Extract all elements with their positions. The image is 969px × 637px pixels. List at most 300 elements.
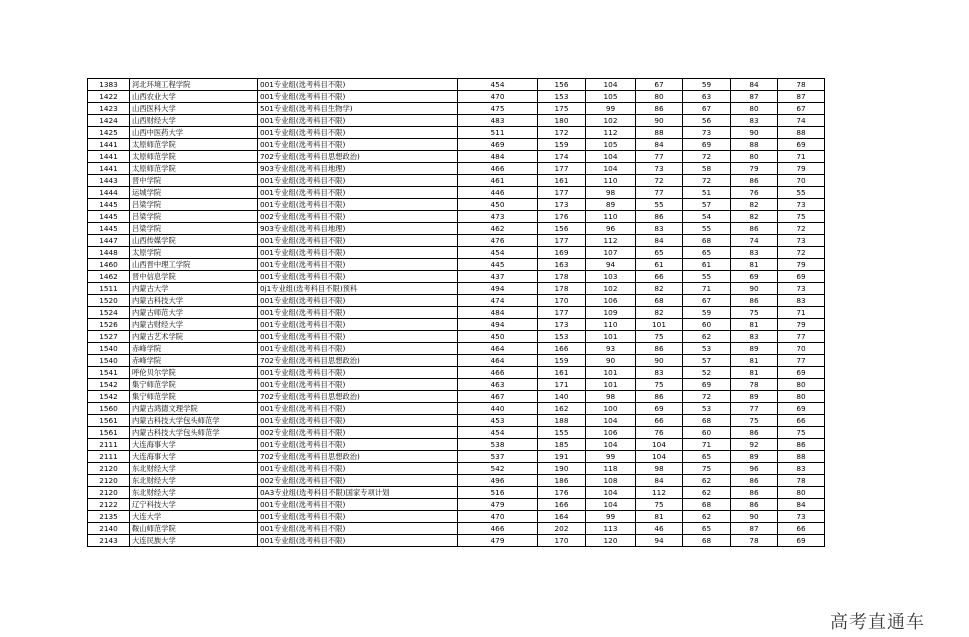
cell-score-col-2: 109 (586, 307, 636, 319)
cell-score-col-6: 70 (778, 175, 825, 187)
cell-major-group: 001专业组(选考科目不限) (258, 379, 458, 391)
cell-score-col-4: 52 (683, 367, 731, 379)
cell-score-col-3: 101 (636, 319, 683, 331)
cell-total-score: 466 (458, 367, 538, 379)
cell-score-col-1: 186 (538, 475, 586, 487)
cell-score-col-5: 86 (731, 175, 778, 187)
cell-school-code: 2122 (88, 499, 130, 511)
cell-major-group: 002专业组(选考科目不限) (258, 475, 458, 487)
cell-score-col-2: 106 (586, 427, 636, 439)
cell-score-col-2: 98 (586, 187, 636, 199)
cell-score-col-4: 65 (683, 451, 731, 463)
cell-score-col-3: 46 (636, 523, 683, 535)
cell-total-score: 542 (458, 463, 538, 475)
table-row (88, 211, 825, 223)
table-row (88, 247, 825, 259)
cell-major-group: 002专业组(选考科目不限) (258, 427, 458, 439)
cell-school-name: 吕梁学院 (130, 211, 258, 223)
cell-school-code: 2135 (88, 511, 130, 523)
cell-score-col-5: 84 (731, 79, 778, 91)
cell-score-col-1: 191 (538, 451, 586, 463)
cell-school-name: 内蒙古财经大学 (130, 319, 258, 331)
table-row (88, 523, 825, 535)
cell-school-name: 山西传媒学院 (130, 235, 258, 247)
cell-score-col-2: 113 (586, 523, 636, 535)
cell-score-col-1: 159 (538, 139, 586, 151)
cell-score-col-3: 61 (636, 259, 683, 271)
cell-score-col-2: 112 (586, 127, 636, 139)
cell-major-group: 001专业组(选考科目不限) (258, 247, 458, 259)
cell-total-score: 475 (458, 103, 538, 115)
cell-major-group: 001专业组(选考科目不限) (258, 187, 458, 199)
table-row (88, 487, 825, 499)
cell-score-col-2: 105 (586, 91, 636, 103)
cell-total-score: 484 (458, 151, 538, 163)
cell-school-code: 1462 (88, 271, 130, 283)
cell-total-score: 461 (458, 175, 538, 187)
cell-score-col-5: 86 (731, 487, 778, 499)
cell-score-col-6: 66 (778, 415, 825, 427)
cell-score-col-6: 73 (778, 235, 825, 247)
cell-score-col-4: 73 (683, 127, 731, 139)
cell-school-name: 山西农业大学 (130, 91, 258, 103)
cell-major-group: 001专业组(选考科目不限) (258, 91, 458, 103)
cell-school-name: 内蒙古科技大学包头师范学 (130, 415, 258, 427)
cell-school-code: 2143 (88, 535, 130, 547)
cell-school-code: 1448 (88, 247, 130, 259)
cell-score-col-4: 72 (683, 151, 731, 163)
cell-score-col-1: 161 (538, 367, 586, 379)
cell-score-col-1: 170 (538, 535, 586, 547)
cell-score-col-5: 86 (731, 475, 778, 487)
cell-score-col-3: 75 (636, 379, 683, 391)
cell-school-name: 大连海事大学 (130, 439, 258, 451)
cell-major-group: 001专业组(选考科目不限) (258, 523, 458, 535)
cell-school-code: 2111 (88, 451, 130, 463)
cell-score-col-1: 175 (538, 103, 586, 115)
cell-score-col-6: 78 (778, 475, 825, 487)
cell-total-score: 470 (458, 91, 538, 103)
cell-score-col-1: 177 (538, 187, 586, 199)
cell-score-col-6: 71 (778, 307, 825, 319)
cell-school-code: 2140 (88, 523, 130, 535)
cell-score-col-5: 86 (731, 223, 778, 235)
cell-major-group: 001专业组(选考科目不限) (258, 127, 458, 139)
cell-score-col-5: 89 (731, 451, 778, 463)
cell-score-col-6: 69 (778, 403, 825, 415)
cell-score-col-1: 166 (538, 499, 586, 511)
table-row (88, 343, 825, 355)
cell-score-col-4: 56 (683, 115, 731, 127)
cell-major-group: 501专业组(选考科目生物学) (258, 103, 458, 115)
cell-total-score: 494 (458, 319, 538, 331)
cell-total-score: 469 (458, 139, 538, 151)
cell-school-code: 1444 (88, 187, 130, 199)
cell-score-col-6: 84 (778, 499, 825, 511)
cell-major-group: 001专业组(选考科目不限) (258, 535, 458, 547)
table-row (88, 271, 825, 283)
cell-major-group: 001专业组(选考科目不限) (258, 295, 458, 307)
cell-score-col-2: 110 (586, 211, 636, 223)
cell-score-col-1: 164 (538, 511, 586, 523)
cell-score-col-1: 140 (538, 391, 586, 403)
cell-school-code: 1541 (88, 367, 130, 379)
cell-school-name: 内蒙古大学 (130, 283, 258, 295)
cell-score-col-3: 86 (636, 103, 683, 115)
cell-total-score: 464 (458, 355, 538, 367)
cell-school-name: 运城学院 (130, 187, 258, 199)
cell-score-col-1: 169 (538, 247, 586, 259)
cell-score-col-6: 73 (778, 283, 825, 295)
cell-school-name: 呼伦贝尔学院 (130, 367, 258, 379)
cell-school-name: 东北财经大学 (130, 463, 258, 475)
cell-score-col-5: 81 (731, 259, 778, 271)
cell-major-group: 702专业组(选考科目思想政治) (258, 355, 458, 367)
cell-school-code: 1542 (88, 391, 130, 403)
cell-score-col-6: 86 (778, 439, 825, 451)
cell-score-col-1: 156 (538, 79, 586, 91)
table-row (88, 319, 825, 331)
cell-school-code: 1443 (88, 175, 130, 187)
cell-score-col-4: 60 (683, 319, 731, 331)
table-row (88, 259, 825, 271)
cell-score-col-3: 66 (636, 415, 683, 427)
cell-score-col-2: 99 (586, 451, 636, 463)
cell-score-col-2: 104 (586, 439, 636, 451)
cell-score-col-5: 88 (731, 139, 778, 151)
cell-score-col-5: 83 (731, 115, 778, 127)
cell-score-col-1: 176 (538, 211, 586, 223)
cell-score-col-4: 69 (683, 139, 731, 151)
cell-score-col-5: 90 (731, 283, 778, 295)
cell-total-score: 511 (458, 127, 538, 139)
cell-total-score: 437 (458, 271, 538, 283)
table-row (88, 403, 825, 415)
cell-score-col-6: 72 (778, 223, 825, 235)
cell-score-col-6: 83 (778, 295, 825, 307)
cell-score-col-3: 66 (636, 271, 683, 283)
cell-score-col-2: 104 (586, 499, 636, 511)
table-row (88, 511, 825, 523)
table-row (88, 535, 825, 547)
cell-score-col-3: 80 (636, 91, 683, 103)
cell-score-col-2: 106 (586, 295, 636, 307)
cell-score-col-6: 66 (778, 523, 825, 535)
cell-score-col-1: 180 (538, 115, 586, 127)
cell-score-col-5: 69 (731, 271, 778, 283)
cell-school-name: 大连海事大学 (130, 451, 258, 463)
cell-score-col-5: 86 (731, 427, 778, 439)
table-row (88, 175, 825, 187)
cell-score-col-3: 69 (636, 403, 683, 415)
cell-score-col-6: 75 (778, 211, 825, 223)
cell-school-name: 晋中信息学院 (130, 271, 258, 283)
cell-score-col-4: 55 (683, 271, 731, 283)
cell-score-col-2: 100 (586, 403, 636, 415)
cell-score-col-5: 89 (731, 343, 778, 355)
cell-total-score: 440 (458, 403, 538, 415)
cell-school-code: 1424 (88, 115, 130, 127)
cell-school-name: 山西医科大学 (130, 103, 258, 115)
cell-score-col-2: 101 (586, 367, 636, 379)
cell-score-col-1: 156 (538, 223, 586, 235)
cell-score-col-3: 90 (636, 115, 683, 127)
table-row (88, 355, 825, 367)
cell-score-col-3: 88 (636, 127, 683, 139)
cell-score-col-3: 112 (636, 487, 683, 499)
cell-score-col-2: 103 (586, 271, 636, 283)
cell-score-col-3: 86 (636, 211, 683, 223)
cell-score-col-1: 153 (538, 91, 586, 103)
cell-score-col-5: 83 (731, 331, 778, 343)
cell-score-col-6: 79 (778, 163, 825, 175)
cell-score-col-2: 108 (586, 475, 636, 487)
table-row (88, 307, 825, 319)
cell-school-name: 东北财经大学 (130, 487, 258, 499)
cell-score-col-5: 81 (731, 367, 778, 379)
cell-score-col-1: 177 (538, 307, 586, 319)
cell-score-col-4: 68 (683, 535, 731, 547)
cell-score-col-4: 65 (683, 247, 731, 259)
cell-total-score: 473 (458, 211, 538, 223)
cell-total-score: 453 (458, 415, 538, 427)
cell-score-col-2: 102 (586, 283, 636, 295)
cell-total-score: 470 (458, 511, 538, 523)
cell-major-group: 001专业组(选考科目不限) (258, 415, 458, 427)
cell-score-col-3: 104 (636, 439, 683, 451)
cell-score-col-3: 82 (636, 307, 683, 319)
cell-school-code: 2120 (88, 475, 130, 487)
cell-school-code: 1540 (88, 343, 130, 355)
cell-major-group: 702专业组(选考科目思想政治) (258, 151, 458, 163)
table-row (88, 427, 825, 439)
cell-score-col-4: 60 (683, 427, 731, 439)
cell-score-col-3: 68 (636, 295, 683, 307)
cell-score-col-1: 173 (538, 199, 586, 211)
cell-score-col-1: 177 (538, 163, 586, 175)
cell-score-col-5: 78 (731, 379, 778, 391)
cell-score-col-6: 87 (778, 91, 825, 103)
score-table (87, 78, 825, 547)
cell-total-score: 454 (458, 247, 538, 259)
cell-score-col-4: 67 (683, 103, 731, 115)
cell-score-col-6: 79 (778, 319, 825, 331)
cell-score-col-3: 75 (636, 499, 683, 511)
cell-score-col-6: 79 (778, 259, 825, 271)
cell-score-col-4: 57 (683, 199, 731, 211)
cell-major-group: 903专业组(选考科目地理) (258, 223, 458, 235)
cell-score-col-2: 110 (586, 319, 636, 331)
cell-total-score: 446 (458, 187, 538, 199)
cell-score-col-5: 76 (731, 187, 778, 199)
cell-score-col-3: 86 (636, 343, 683, 355)
cell-score-col-1: 188 (538, 415, 586, 427)
cell-total-score: 484 (458, 307, 538, 319)
cell-score-col-2: 102 (586, 115, 636, 127)
cell-score-col-1: 173 (538, 319, 586, 331)
cell-school-code: 1542 (88, 379, 130, 391)
cell-major-group: 001专业组(选考科目不限) (258, 499, 458, 511)
cell-total-score: 537 (458, 451, 538, 463)
cell-score-col-6: 67 (778, 103, 825, 115)
cell-score-col-6: 73 (778, 199, 825, 211)
cell-score-col-3: 104 (636, 451, 683, 463)
cell-school-code: 1441 (88, 163, 130, 175)
cell-school-name: 内蒙古科技大学包头师范学 (130, 427, 258, 439)
cell-score-col-2: 104 (586, 163, 636, 175)
cell-school-name: 河北环境工程学院 (130, 79, 258, 91)
cell-total-score: 479 (458, 499, 538, 511)
table-row (88, 463, 825, 475)
cell-score-col-3: 94 (636, 535, 683, 547)
cell-major-group: 001专业组(选考科目不限) (258, 319, 458, 331)
cell-score-col-5: 81 (731, 355, 778, 367)
cell-score-col-5: 83 (731, 247, 778, 259)
cell-total-score: 454 (458, 79, 538, 91)
cell-total-score: 474 (458, 295, 538, 307)
cell-score-col-4: 59 (683, 79, 731, 91)
cell-major-group: 001专业组(选考科目不限) (258, 463, 458, 475)
cell-total-score: 538 (458, 439, 538, 451)
cell-school-code: 1511 (88, 283, 130, 295)
cell-major-group: 001专业组(选考科目不限) (258, 367, 458, 379)
cell-score-col-1: 170 (538, 295, 586, 307)
cell-score-col-3: 90 (636, 355, 683, 367)
cell-score-col-4: 62 (683, 487, 731, 499)
cell-school-code: 1445 (88, 223, 130, 235)
cell-score-col-6: 80 (778, 391, 825, 403)
cell-score-col-4: 65 (683, 523, 731, 535)
cell-major-group: 001专业组(选考科目不限) (258, 175, 458, 187)
cell-score-col-4: 53 (683, 403, 731, 415)
cell-school-name: 大连民族大学 (130, 535, 258, 547)
table-row (88, 391, 825, 403)
cell-score-col-2: 110 (586, 175, 636, 187)
cell-major-group: 001专业组(选考科目不限) (258, 139, 458, 151)
cell-score-col-5: 75 (731, 415, 778, 427)
cell-score-col-5: 96 (731, 463, 778, 475)
table-row (88, 199, 825, 211)
table-row (88, 367, 825, 379)
table-row (88, 283, 825, 295)
cell-score-col-5: 74 (731, 235, 778, 247)
cell-score-col-2: 101 (586, 331, 636, 343)
cell-score-col-2: 98 (586, 391, 636, 403)
table-row (88, 103, 825, 115)
cell-school-code: 1520 (88, 295, 130, 307)
cell-score-col-2: 104 (586, 79, 636, 91)
cell-score-col-3: 77 (636, 151, 683, 163)
cell-score-col-3: 67 (636, 79, 683, 91)
cell-score-col-2: 118 (586, 463, 636, 475)
cell-school-name: 集宁师范学院 (130, 391, 258, 403)
cell-school-code: 1445 (88, 211, 130, 223)
cell-score-col-4: 55 (683, 223, 731, 235)
table-row (88, 139, 825, 151)
table-row (88, 475, 825, 487)
cell-score-col-1: 155 (538, 427, 586, 439)
cell-score-col-2: 107 (586, 247, 636, 259)
cell-score-col-5: 75 (731, 307, 778, 319)
cell-score-col-4: 68 (683, 235, 731, 247)
cell-score-col-6: 69 (778, 535, 825, 547)
cell-school-code: 1383 (88, 79, 130, 91)
cell-major-group: 702专业组(选考科目思想政治) (258, 391, 458, 403)
cell-major-group: 001专业组(选考科目不限) (258, 271, 458, 283)
cell-total-score: 479 (458, 535, 538, 547)
cell-score-col-6: 78 (778, 79, 825, 91)
cell-school-code: 1560 (88, 403, 130, 415)
cell-score-col-4: 62 (683, 475, 731, 487)
cell-score-col-6: 77 (778, 355, 825, 367)
table-row (88, 295, 825, 307)
cell-score-col-5: 92 (731, 439, 778, 451)
cell-score-col-4: 69 (683, 379, 731, 391)
cell-score-col-4: 59 (683, 307, 731, 319)
cell-score-col-2: 120 (586, 535, 636, 547)
cell-major-group: 702专业组(选考科目思想政治) (258, 451, 458, 463)
cell-score-col-3: 98 (636, 463, 683, 475)
cell-score-col-4: 72 (683, 175, 731, 187)
cell-school-name: 集宁师范学院 (130, 379, 258, 391)
cell-score-col-3: 75 (636, 331, 683, 343)
cell-school-name: 内蒙古科技大学 (130, 295, 258, 307)
cell-score-col-6: 74 (778, 115, 825, 127)
cell-school-code: 1540 (88, 355, 130, 367)
cell-score-col-2: 93 (586, 343, 636, 355)
cell-score-col-1: 166 (538, 343, 586, 355)
cell-score-col-2: 101 (586, 379, 636, 391)
cell-score-col-6: 69 (778, 139, 825, 151)
cell-score-col-5: 86 (731, 295, 778, 307)
cell-score-col-2: 89 (586, 199, 636, 211)
cell-major-group: 001专业组(选考科目不限) (258, 331, 458, 343)
cell-score-col-1: 174 (538, 151, 586, 163)
cell-score-col-3: 84 (636, 475, 683, 487)
cell-score-col-5: 81 (731, 319, 778, 331)
cell-total-score: 445 (458, 259, 538, 271)
cell-score-col-6: 75 (778, 427, 825, 439)
cell-score-col-4: 53 (683, 343, 731, 355)
table-row (88, 127, 825, 139)
cell-school-name: 山西中医药大学 (130, 127, 258, 139)
cell-score-col-6: 77 (778, 331, 825, 343)
cell-score-col-5: 87 (731, 523, 778, 535)
cell-score-col-2: 112 (586, 235, 636, 247)
cell-school-name: 赤峰学院 (130, 343, 258, 355)
cell-school-code: 1423 (88, 103, 130, 115)
cell-score-col-4: 61 (683, 259, 731, 271)
cell-school-code: 1561 (88, 415, 130, 427)
cell-school-name: 太原师范学院 (130, 163, 258, 175)
cell-score-col-5: 89 (731, 391, 778, 403)
cell-school-name: 山西晋中理工学院 (130, 259, 258, 271)
cell-score-col-3: 76 (636, 427, 683, 439)
cell-score-col-1: 161 (538, 175, 586, 187)
table-row (88, 163, 825, 175)
cell-score-col-5: 90 (731, 511, 778, 523)
cell-score-col-6: 83 (778, 463, 825, 475)
cell-score-col-5: 80 (731, 151, 778, 163)
cell-school-name: 内蒙古鸿德文理学院 (130, 403, 258, 415)
cell-score-col-2: 104 (586, 415, 636, 427)
cell-score-col-6: 73 (778, 511, 825, 523)
cell-score-col-4: 58 (683, 163, 731, 175)
cell-school-code: 2120 (88, 487, 130, 499)
cell-score-col-6: 80 (778, 379, 825, 391)
cell-school-name: 大连大学 (130, 511, 258, 523)
cell-school-name: 吕梁学院 (130, 199, 258, 211)
